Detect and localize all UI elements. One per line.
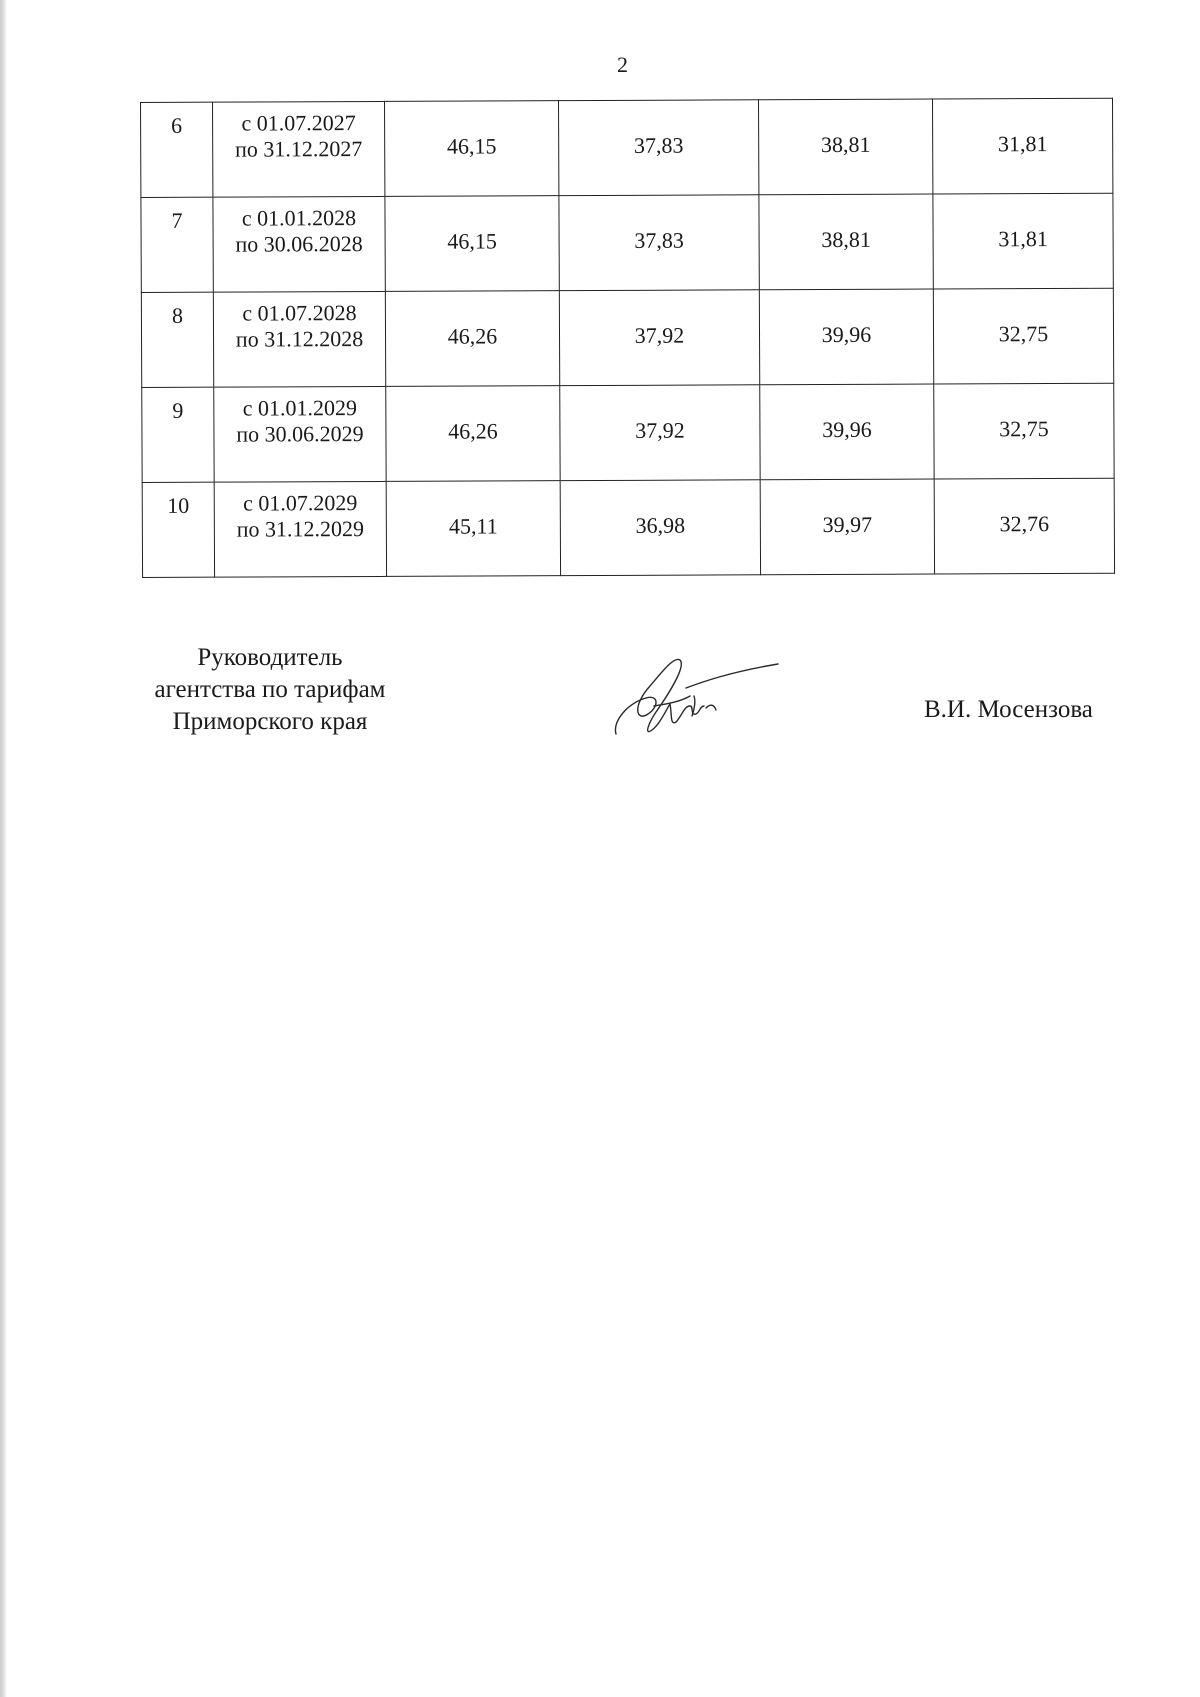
- period-cell: [213, 196, 385, 292]
- value-cell: 37,92: [559, 290, 759, 386]
- table-row: [141, 193, 1113, 292]
- handwritten-signature: [610, 650, 780, 745]
- row-number: 6: [141, 102, 213, 197]
- signatory-title-line: агентства по тарифам: [154, 676, 386, 703]
- table-row: [141, 98, 1113, 197]
- value-cell: 46,26: [386, 386, 560, 482]
- row-number: 10: [142, 482, 214, 577]
- value-cell: 38,81: [758, 99, 932, 195]
- value-cell: 46,26: [385, 291, 559, 387]
- table-row: [142, 383, 1114, 482]
- period-from: с 01.01.2028: [241, 205, 357, 231]
- row-number: 7: [141, 197, 213, 292]
- signatory-name: В.И. Мосензова: [924, 696, 1093, 723]
- signatory-title: [130, 642, 410, 738]
- period-to: по 30.06.2029: [236, 421, 364, 447]
- row-number: 9: [142, 387, 214, 482]
- value-cell: 31,81: [933, 193, 1113, 289]
- period-cell: [213, 101, 385, 197]
- signatory-title-line: Приморского края: [172, 708, 368, 735]
- period-from: с 01.07.2027: [241, 110, 356, 136]
- tariff-table: [140, 98, 1115, 578]
- period-from: с 01.07.2029: [243, 490, 358, 516]
- value-cell: 37,83: [558, 100, 758, 196]
- period-to: по 31.12.2029: [236, 516, 365, 542]
- value-cell: 36,98: [560, 480, 760, 576]
- period-from: с 01.01.2029: [242, 395, 358, 421]
- row-number: 8: [141, 292, 213, 387]
- value-cell: 45,11: [386, 481, 560, 577]
- period-to: по 30.06.2028: [235, 231, 363, 257]
- period-cell: [213, 291, 385, 387]
- value-cell: 38,81: [759, 194, 933, 290]
- period-from: с 01.07.2028: [242, 300, 357, 326]
- table-row: [141, 288, 1113, 387]
- value-cell: 37,83: [559, 195, 759, 291]
- table-row: [142, 478, 1114, 577]
- value-cell: 32,75: [933, 288, 1113, 384]
- signatory-title-line: Руководитель: [197, 644, 343, 671]
- value-cell: 39,96: [759, 289, 933, 385]
- value-cell: 31,81: [932, 98, 1112, 194]
- value-cell: 39,97: [760, 479, 934, 575]
- value-cell: 32,75: [934, 383, 1114, 479]
- scan-edge-shadow: [0, 0, 7, 1697]
- period-cell: [214, 386, 386, 482]
- value-cell: 32,76: [934, 478, 1114, 574]
- value-cell: 46,15: [385, 196, 559, 292]
- period-to: по 31.12.2027: [235, 136, 363, 162]
- period-cell: [214, 481, 386, 577]
- period-to: по 31.12.2028: [235, 326, 364, 352]
- value-cell: 46,15: [384, 101, 558, 197]
- value-cell: 39,96: [760, 384, 934, 480]
- value-cell: 37,92: [560, 385, 760, 481]
- page-number: 2: [617, 52, 628, 77]
